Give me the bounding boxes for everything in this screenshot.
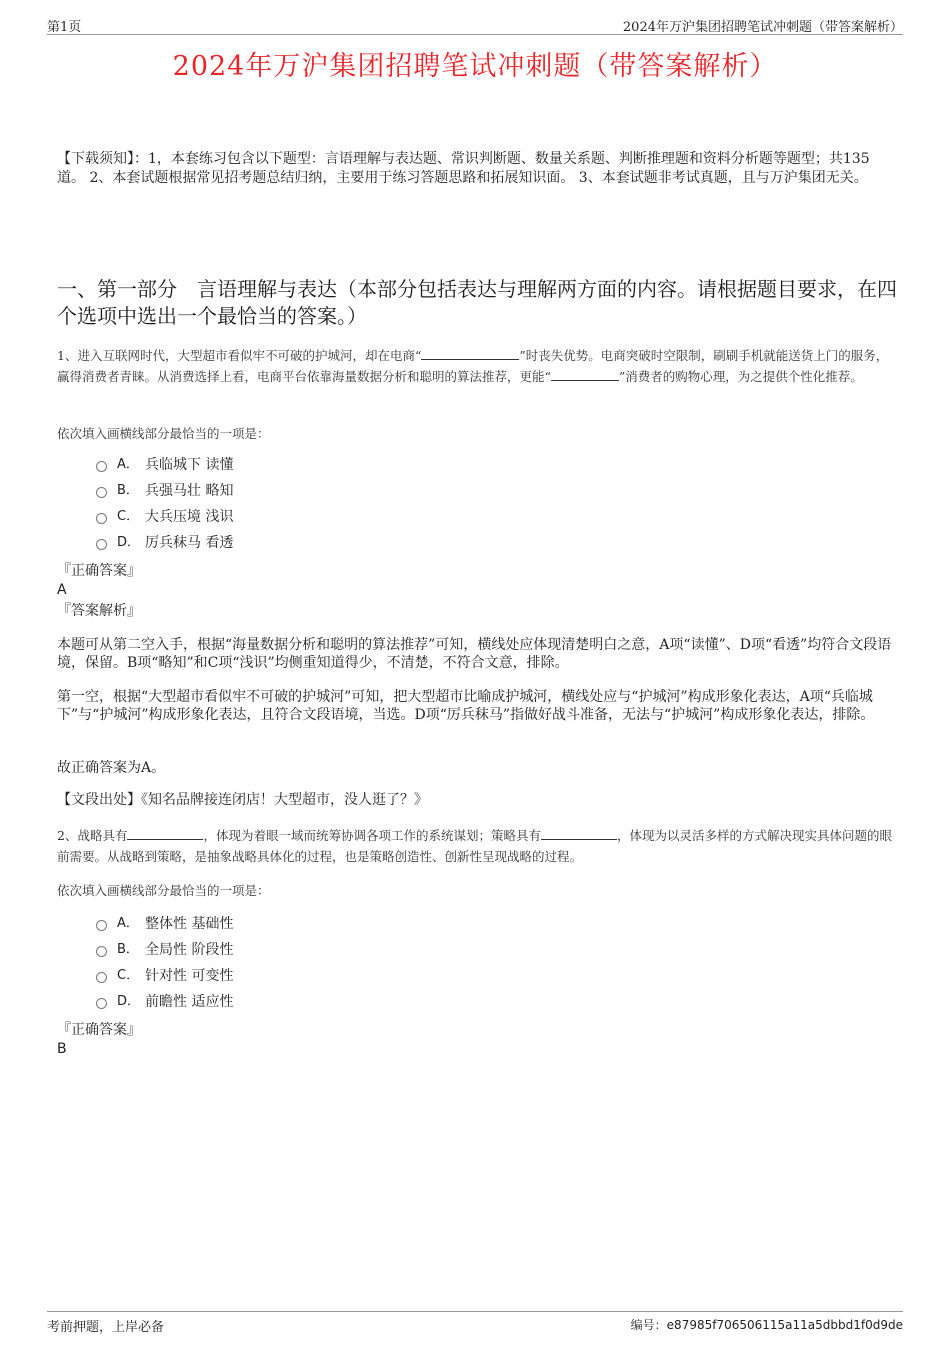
question-2-part-a: 2、战略具有	[57, 828, 128, 843]
question-2-text	[57, 825, 897, 867]
option-c[interactable]	[96, 963, 233, 989]
option-b[interactable]	[96, 478, 233, 504]
answer-label: 『正确答案』	[57, 563, 141, 579]
option-text: 兵临城下 读懂	[145, 457, 234, 473]
option-letter: A．	[117, 916, 139, 931]
analysis-paragraph: 本题可从第二空入手，根据“海量数据分析和聪明的算法推荐”可知，横线处应体现清楚明白之意，A项“读懂”、D项“看透”均符合文段语境，保留。B项“略知”和C项“浅识”均侧重知道得少，不清楚，不符合文意，排除。	[57, 637, 892, 671]
option-text: 大兵压境 浅识	[145, 509, 234, 525]
option-letter: D．	[117, 535, 141, 550]
radio-icon[interactable]	[96, 539, 107, 550]
footer-slogan: 考前押题，上岸必备	[47, 1320, 165, 1335]
option-text: 前瞻性 适应性	[145, 994, 234, 1010]
fill-blank	[127, 827, 203, 840]
download-notice: 【下载须知】：1，本套练习包含以下题型：言语理解与表达题、常识判断题、数量关系题、判断推理题和资料分析题等题型；共135道。 2、本套试题根据常见招考题总结归纳，主要用于练习答题思路和拓展知识面。 3、本套试题非考试真题，且与万沪集团无关。	[57, 151, 870, 186]
option-d[interactable]	[96, 530, 233, 556]
fill-blank	[551, 368, 619, 381]
option-letter: D．	[117, 994, 141, 1009]
option-letter: B．	[117, 942, 139, 957]
analysis-conclusion: 故正确答案为A。	[57, 760, 166, 776]
option-text: 厉兵秣马 看透	[145, 535, 234, 551]
question-1-part-c: ”消费者的购物心理，为之提供个性化推荐。	[618, 369, 863, 384]
question-1-options	[96, 452, 233, 556]
question-1-text	[57, 345, 897, 387]
document-title: 2024年万沪集团招聘笔试冲刺题（带答案解析）	[172, 51, 778, 82]
option-c[interactable]	[96, 504, 233, 530]
option-b[interactable]	[96, 937, 233, 963]
option-text: 整体性 基础性	[145, 916, 234, 932]
radio-icon[interactable]	[96, 972, 107, 983]
question-2-prompt: 依次填入画横线部分最恰当的一项是：	[57, 883, 270, 898]
radio-icon[interactable]	[96, 487, 107, 498]
option-text: 兵强马壮 略知	[145, 483, 234, 499]
answer-label: 『正确答案』	[57, 1022, 141, 1038]
header-doc-title: 2024年万沪集团招聘笔试冲刺题（带答案解析）	[622, 20, 903, 35]
radio-icon[interactable]	[96, 998, 107, 1009]
analysis-label: 『答案解析』	[57, 603, 141, 619]
option-a[interactable]	[96, 911, 233, 937]
option-text: 全局性 阶段性	[145, 942, 234, 958]
option-letter: A．	[117, 457, 139, 472]
option-letter: B．	[117, 483, 139, 498]
page-header	[47, 14, 903, 35]
radio-icon[interactable]	[96, 946, 107, 957]
option-letter: C．	[117, 509, 140, 524]
page-footer	[47, 1311, 903, 1336]
radio-icon[interactable]	[96, 920, 107, 931]
question-1-part-b: ”时丧失优势。电商突破时空限制，刷刷手机就能送货上门的服务，赢得消费者青睐。从消费选择上看，电商平台依靠海量数据分析和聪明的算法推荐，更能“	[57, 348, 889, 384]
page-number: 第1页	[47, 20, 82, 35]
question-1-part-a: 1、进入互联网时代，大型超市看似牢不可破的护城河，却在电商“	[57, 348, 422, 363]
question-2-part-b: ，体现为着眼一域而统筹协调各项工作的系统谋划；策略具有	[203, 828, 541, 843]
fill-blank	[421, 347, 519, 360]
section-heading: 一、第一部分 言语理解与表达（本部分包括表达与理解两方面的内容。请根据题目要求，在四个选项中选出一个最恰当的答案。）	[57, 277, 897, 328]
question-2-options	[96, 911, 233, 1015]
question-1-prompt: 依次填入画横线部分最恰当的一项是：	[57, 426, 270, 441]
option-d[interactable]	[96, 989, 233, 1015]
option-letter: C．	[117, 968, 140, 983]
answer-value: A	[57, 582, 67, 598]
footer-serial: 编号：e87985f706506115a11a5dbbd1f0d9de	[630, 1318, 903, 1332]
option-a[interactable]	[96, 452, 233, 478]
answer-value: B	[57, 1041, 67, 1057]
radio-icon[interactable]	[96, 513, 107, 524]
fill-blank	[541, 827, 617, 840]
option-text: 针对性 可变性	[145, 968, 234, 984]
source-citation: 【文段出处】《知名品牌接连闭店！大型超市，没人逛了？》	[57, 792, 428, 808]
question-2-part-c: ，体现为以灵活多样的方式解决现实具体问题的眼前需要。从战略到策略，是抽象战略具体化的过程，也是策略创造性、创新性呈现战略的过程。	[57, 828, 892, 864]
analysis-paragraph: 第一空，根据“大型超市看似牢不可破的护城河”可知，把大型超市比喻成护城河，横线处应与“护城河”构成形象化表达，A项“兵临城下”与“护城河”构成形象化表达，且符合文段语境，当选。D项“厉兵秣马”指做好战斗准备，无法与“护城河”构成形象化表达，排除。	[57, 689, 875, 723]
radio-icon[interactable]	[96, 461, 107, 472]
